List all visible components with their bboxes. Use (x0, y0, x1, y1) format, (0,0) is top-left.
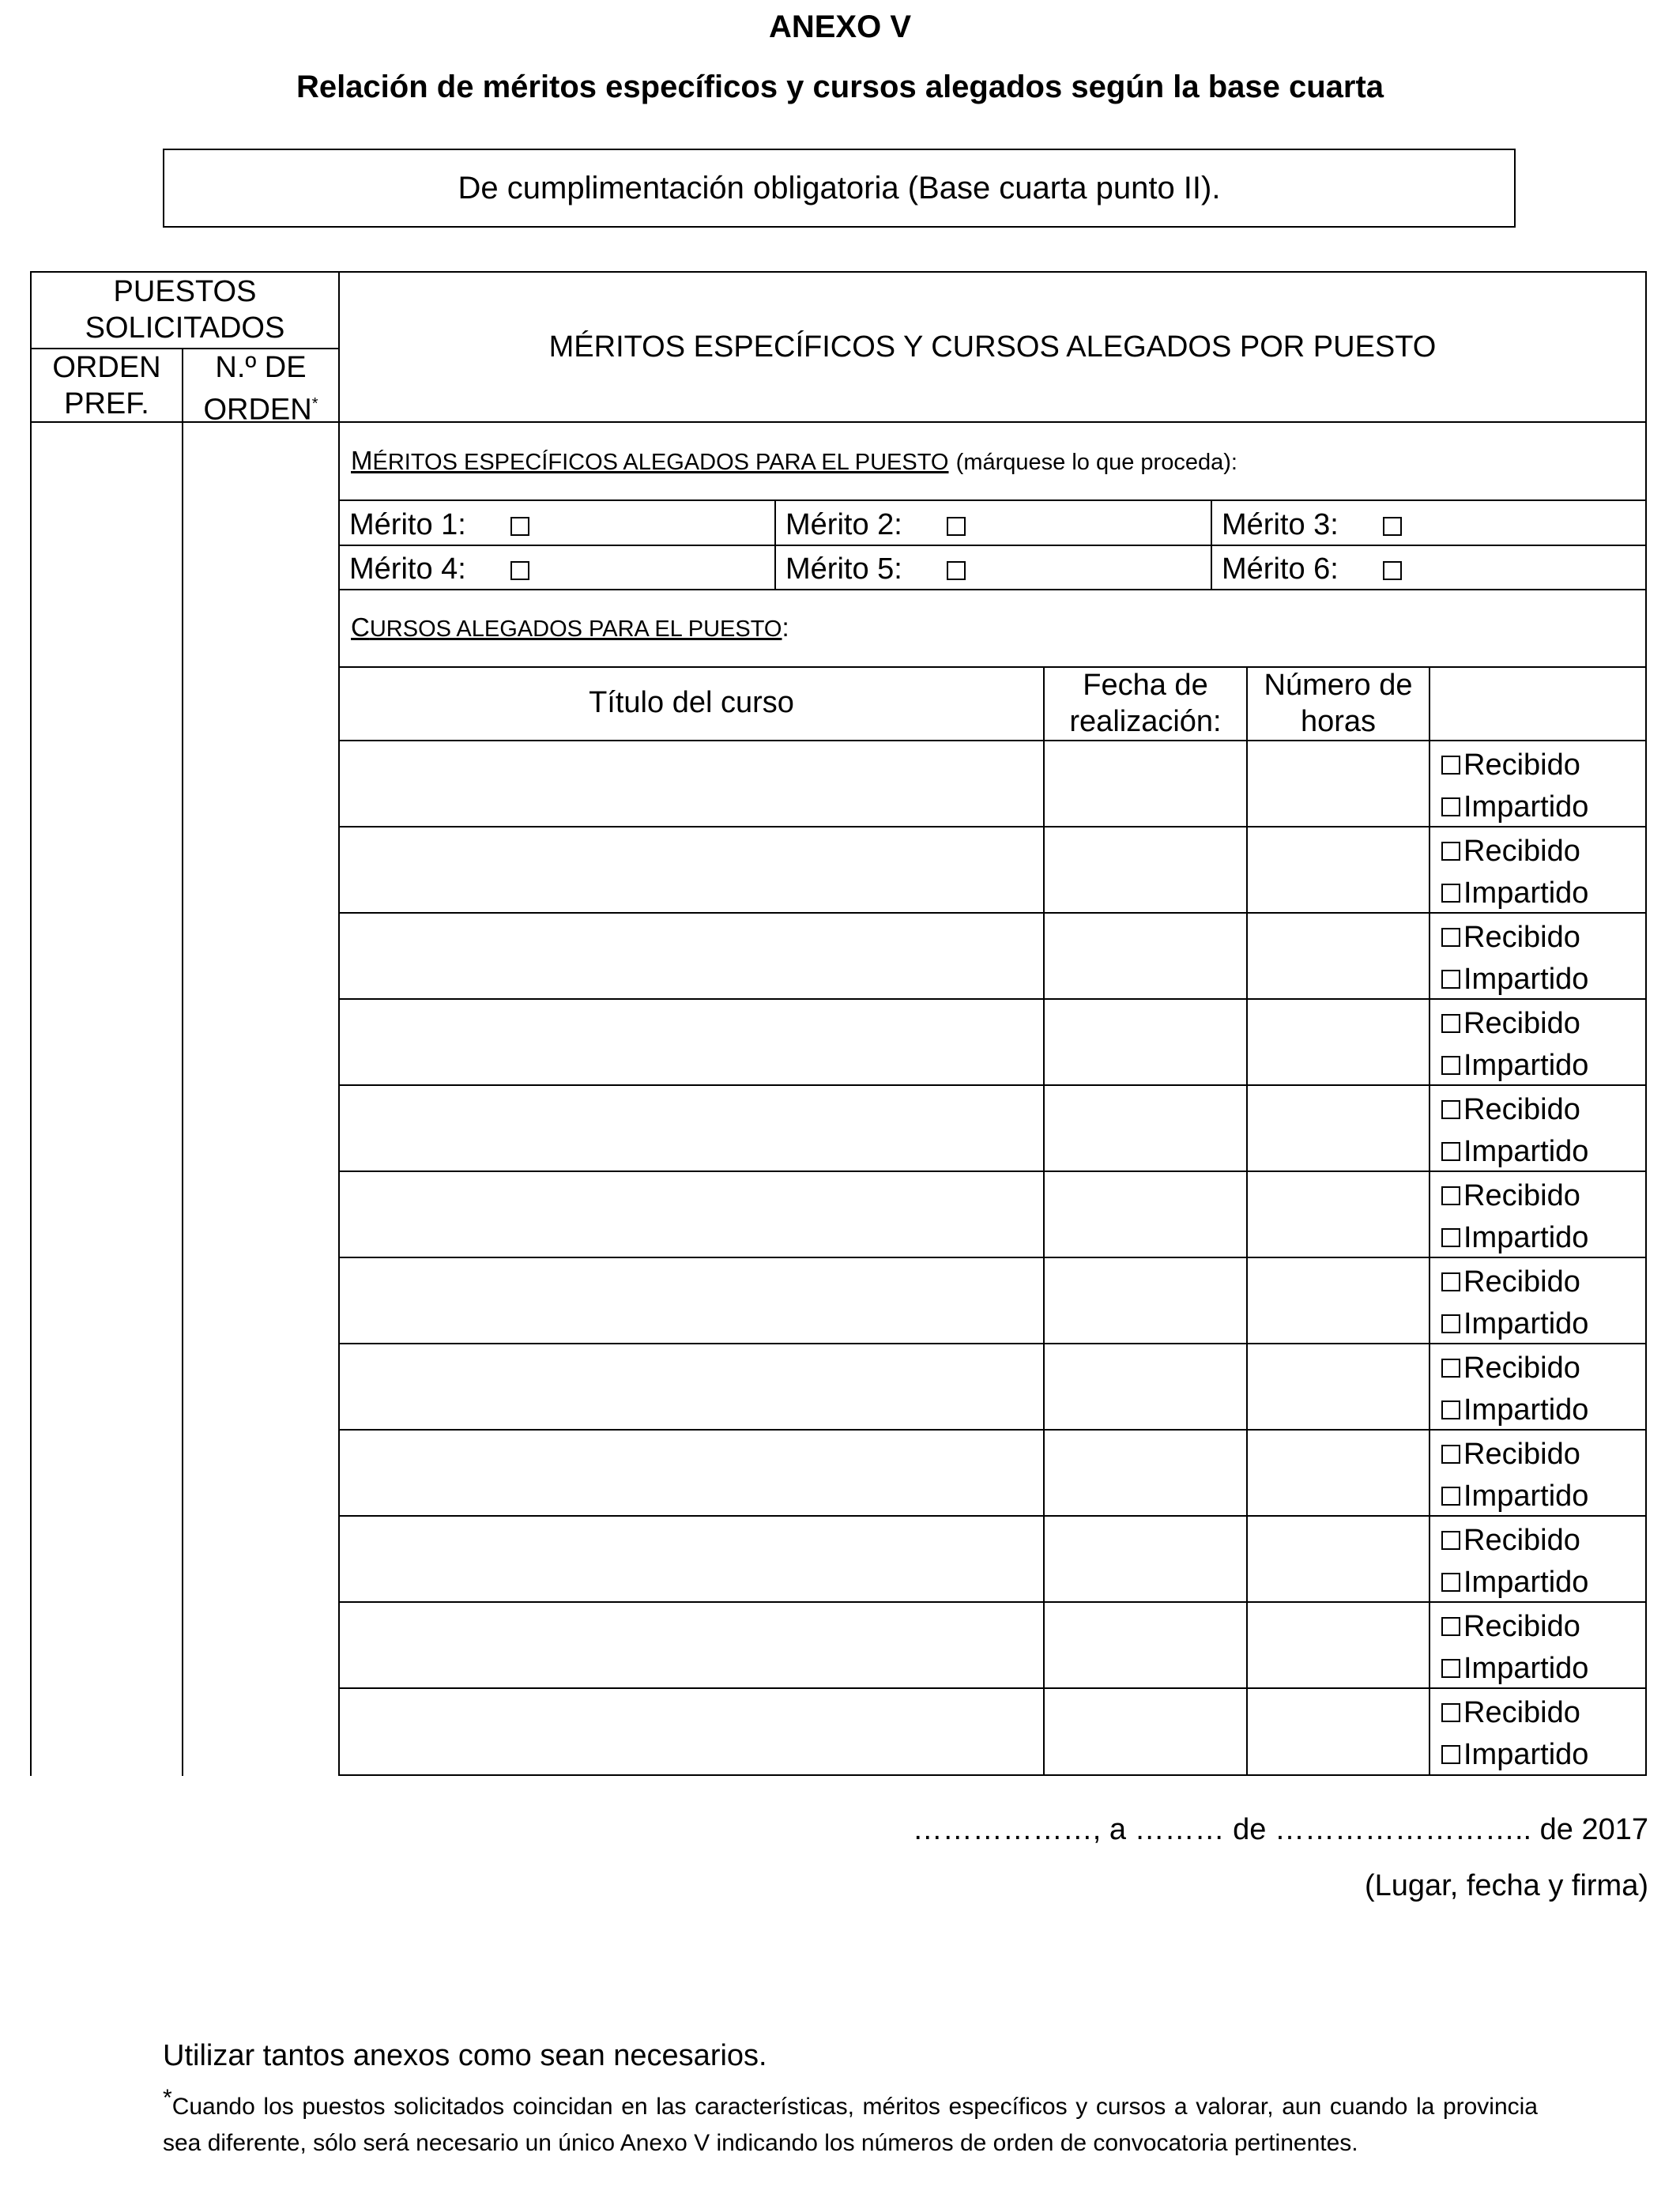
merit-5-checkbox[interactable] (947, 561, 966, 580)
taught-option[interactable] (1441, 1389, 1588, 1431)
taught-option[interactable] (1441, 958, 1588, 1001)
received-label: Recibido (1463, 1265, 1580, 1299)
taught-label: Impartido (1463, 1135, 1589, 1168)
received-label: Recibido (1463, 1696, 1580, 1729)
course-date-header: Fecha de realización: (1069, 669, 1222, 738)
received-option[interactable] (1441, 1347, 1580, 1389)
orden-divider (182, 348, 183, 1776)
footnote-asterisk: * (163, 2085, 172, 2111)
taught-option[interactable] (1441, 872, 1588, 914)
taught-label: Impartido (1463, 1566, 1589, 1599)
taught-checkbox[interactable] (1441, 1228, 1460, 1247)
page-title: ANEXO V (768, 9, 912, 44)
received-label: Recibido (1463, 1007, 1580, 1040)
taught-option[interactable] (1441, 786, 1588, 828)
merit-5[interactable] (785, 548, 966, 590)
received-checkbox[interactable] (1441, 1359, 1460, 1378)
signature-date-line: ………………, a ……… de …………………….. de 2017 (912, 1813, 1648, 1846)
footnote-text: Cuando los puestos solicitados coincidan en las características, méritos específicos y cursos a valorar, aun cuando la provincia sea diferente, sólo será necesario un único Anexo V indicando los números de orden de convocatoria pertinentes. (163, 2094, 1538, 2156)
course-col-sep-hours (1429, 666, 1430, 1776)
course-col-sep-title (1043, 666, 1045, 1776)
taught-option[interactable] (1441, 1044, 1588, 1087)
received-label: Recibido (1463, 1351, 1580, 1385)
meritos-section-label (351, 446, 1237, 476)
meritos-label-underlined (351, 446, 949, 475)
taught-option[interactable] (1441, 1302, 1588, 1345)
signature-caption: (Lugar, fecha y firma) (1364, 1869, 1648, 1902)
course-hours-header: Número de horas (1264, 669, 1413, 738)
taught-checkbox[interactable] (1441, 1056, 1460, 1075)
received-checkbox[interactable] (1441, 1703, 1460, 1722)
merit-1[interactable] (349, 503, 529, 546)
taught-checkbox[interactable] (1441, 1659, 1460, 1678)
cursos-label-underlined (351, 613, 782, 642)
orden-pref-header: ORDEN PREF. (52, 351, 161, 420)
table-left-border (30, 271, 32, 1776)
num-orden-text: N.º DE ORDEN (203, 351, 312, 427)
taught-option[interactable] (1441, 1647, 1588, 1690)
merit-2-label: Mérito 2: (785, 508, 902, 541)
taught-label: Impartido (1463, 1049, 1589, 1082)
taught-label: Impartido (1463, 1307, 1589, 1340)
num-orden-header (183, 349, 338, 428)
taught-checkbox[interactable] (1441, 1487, 1460, 1506)
merit-2[interactable] (785, 503, 966, 546)
merit-4-label: Mérito 4: (349, 552, 466, 586)
taught-checkbox[interactable] (1441, 1314, 1460, 1333)
taught-label: Impartido (1463, 1738, 1589, 1771)
taught-label: Impartido (1463, 1221, 1589, 1254)
received-label: Recibido (1463, 1438, 1580, 1471)
merit-1-checkbox[interactable] (510, 517, 529, 536)
table-top-border (30, 271, 1647, 273)
received-checkbox[interactable] (1441, 1100, 1460, 1119)
merit-4-checkbox[interactable] (510, 561, 529, 580)
received-option[interactable] (1441, 744, 1580, 786)
received-label: Recibido (1463, 1093, 1580, 1126)
taught-option[interactable] (1441, 1216, 1588, 1259)
mandatory-note-box (163, 149, 1516, 228)
received-checkbox[interactable] (1441, 1445, 1460, 1464)
received-checkbox[interactable] (1441, 756, 1460, 775)
taught-label: Impartido (1463, 1393, 1589, 1427)
merit-2-checkbox[interactable] (947, 517, 966, 536)
taught-checkbox[interactable] (1441, 884, 1460, 903)
received-option[interactable] (1441, 1605, 1580, 1648)
taught-option[interactable] (1441, 1561, 1588, 1604)
mandatory-note-text: De cumplimentación obligatoria (Base cuarta punto II). (458, 170, 1221, 205)
rule-merit-row-1 (338, 545, 1647, 546)
received-checkbox[interactable] (1441, 1272, 1460, 1291)
taught-checkbox[interactable] (1441, 1573, 1460, 1592)
received-checkbox[interactable] (1441, 842, 1460, 861)
cursos-label-rest: URSOS ALEGADOS PARA EL PUESTO (369, 616, 782, 642)
merit-6-label: Mérito 6: (1222, 552, 1339, 586)
received-label: Recibido (1463, 1179, 1580, 1212)
received-option[interactable] (1441, 1174, 1580, 1217)
taught-label: Impartido (1463, 1480, 1589, 1513)
table-right-border (1645, 271, 1647, 1776)
meritos-label-note: (márquese lo que proceda): (955, 450, 1237, 475)
rule-course-header (338, 740, 1647, 741)
received-option[interactable] (1441, 1261, 1580, 1303)
page-subtitle: Relación de méritos específicos y cursos alegados según la base cuarta (296, 70, 1384, 104)
received-checkbox[interactable] (1441, 1186, 1460, 1205)
merit-3-label: Mérito 3: (1222, 508, 1339, 541)
course-col-sep-date (1246, 666, 1248, 1776)
taught-option[interactable] (1441, 1475, 1588, 1517)
received-option[interactable] (1441, 1088, 1580, 1131)
usage-note: Utilizar tantos anexos como sean necesarios. (163, 2039, 767, 2072)
merit-4[interactable] (349, 548, 529, 590)
taught-option[interactable] (1441, 1733, 1588, 1776)
footnote (163, 2080, 1538, 2162)
num-orden-asterisk: * (311, 395, 318, 413)
cursos-label-colon: : (782, 613, 789, 642)
received-label: Recibido (1463, 1610, 1580, 1643)
taught-checkbox[interactable] (1441, 1745, 1460, 1764)
puestos-solicitados-header: PUESTOS SOLICITADOS (85, 275, 285, 345)
taught-option[interactable] (1441, 1130, 1588, 1173)
cursos-label-initial: C (351, 613, 370, 642)
received-label: Recibido (1463, 1524, 1580, 1557)
meritos-label-rest: ÉRITOS ESPECÍFICOS ALEGADOS PARA EL PUESTO (372, 450, 949, 475)
cursos-section-label (351, 613, 789, 643)
rule-merit-row-2 (338, 589, 1647, 590)
received-label: Recibido (1463, 835, 1580, 868)
taught-checkbox[interactable] (1441, 1142, 1460, 1161)
taught-label: Impartido (1463, 790, 1589, 824)
course-title-header: Título del curso (589, 686, 794, 719)
received-label: Recibido (1463, 748, 1580, 782)
taught-checkbox[interactable] (1441, 797, 1460, 816)
merit-3[interactable] (1222, 503, 1402, 546)
merit-5-label: Mérito 5: (785, 552, 902, 586)
received-checkbox[interactable] (1441, 1531, 1460, 1550)
merit-3-checkbox[interactable] (1383, 517, 1402, 536)
merit-col-sep-2 (1211, 499, 1212, 589)
received-checkbox[interactable] (1441, 928, 1460, 947)
meritos-label-initial: M (351, 446, 373, 475)
merit-6[interactable] (1222, 548, 1402, 590)
merit-1-label: Mérito 1: (349, 508, 466, 541)
taught-checkbox[interactable] (1441, 1400, 1460, 1419)
rule-meritos-label (338, 499, 1647, 501)
received-option[interactable] (1441, 916, 1580, 959)
received-option[interactable] (1441, 830, 1580, 873)
received-option[interactable] (1441, 1691, 1580, 1734)
taught-label: Impartido (1463, 963, 1589, 996)
received-checkbox[interactable] (1441, 1014, 1460, 1033)
main-divider (338, 271, 340, 1776)
rule-cursos-label (338, 666, 1647, 668)
main-header: MÉRITOS ESPECÍFICOS Y CURSOS ALEGADOS POR PUESTO (548, 330, 1437, 364)
received-checkbox[interactable] (1441, 1617, 1460, 1636)
received-option[interactable] (1441, 1002, 1580, 1045)
merit-6-checkbox[interactable] (1383, 561, 1402, 580)
merit-col-sep-1 (774, 499, 776, 589)
taught-label: Impartido (1463, 1652, 1589, 1685)
taught-checkbox[interactable] (1441, 970, 1460, 989)
received-option[interactable] (1441, 1433, 1580, 1476)
received-label: Recibido (1463, 921, 1580, 954)
received-option[interactable] (1441, 1519, 1580, 1562)
taught-label: Impartido (1463, 876, 1589, 910)
